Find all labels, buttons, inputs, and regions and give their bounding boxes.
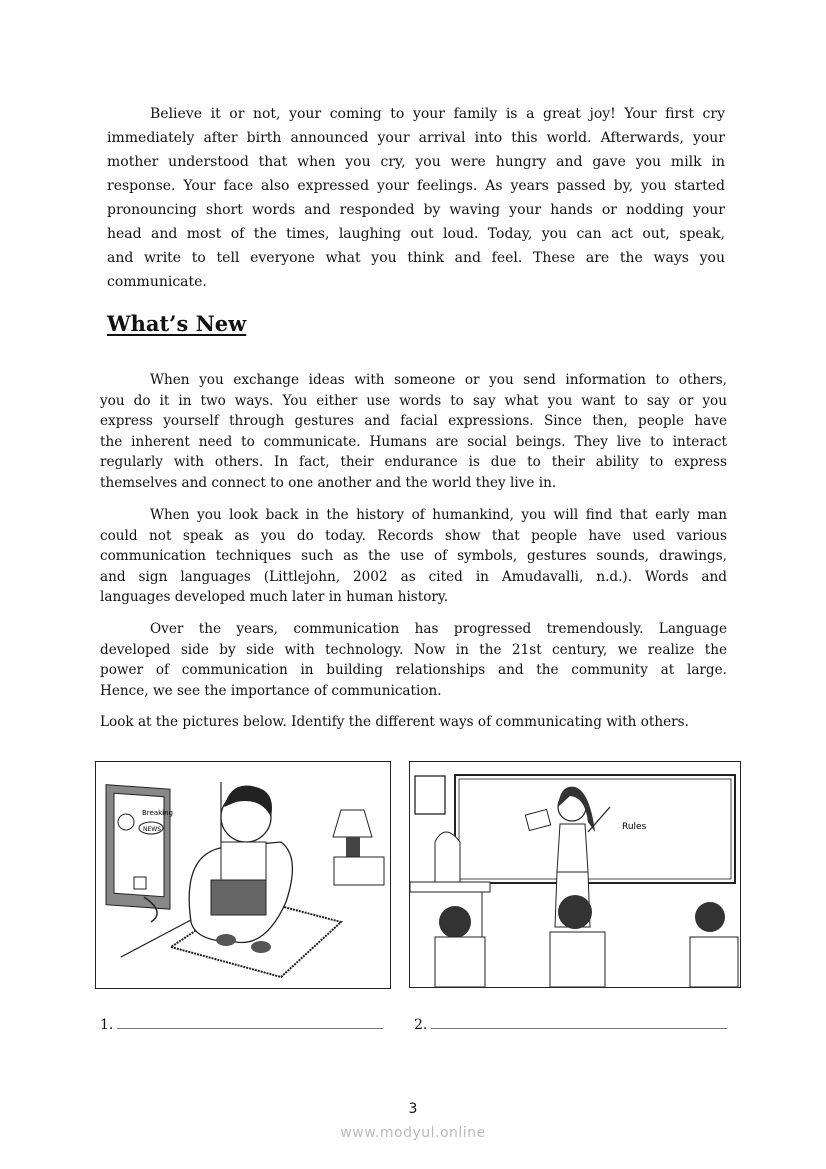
answer-2: [414, 1016, 727, 1033]
section-heading: What’s New: [107, 311, 247, 336]
tv-text: NEWS: [143, 826, 162, 833]
answer-number: 2.: [414, 1017, 428, 1033]
answer-blank-2[interactable]: [431, 1016, 727, 1029]
instruction: [100, 712, 740, 733]
text-line: you do it in two ways. You either use words to say what you want to say or you: [100, 392, 727, 409]
text-line: regularly with others. In fact, their endurance is due to their ability to express: [100, 454, 727, 471]
picture-teacher-classroom: [409, 761, 741, 988]
text-line: Look at the pictures below. Identify the different ways of communicating with others.: [100, 714, 689, 730]
picture-boy-watching-tv: [95, 761, 391, 989]
page-number: 3: [408, 1101, 418, 1117]
tv-text: Breaking: [142, 809, 174, 817]
text-line: express yourself through gestures and facial expressions. Since then, people have: [100, 413, 727, 430]
text-line: the inherent need to communicate. Humans are social beings. They live to interact: [100, 433, 727, 450]
text-line: mother understood that when you cry, you were hungry and gave you milk in: [107, 154, 725, 170]
text-line: Hence, we see the importance of communication.: [100, 682, 442, 699]
answer-number: 1.: [100, 1017, 114, 1033]
text-line: head and most of the times, laughing out loud. Today, you can act out, speak,: [107, 226, 725, 242]
text-line: response. Your face also expressed your feelings. As years passed by, you started: [107, 178, 725, 194]
text-line: could not speak as you do today. Records show that people have used various: [100, 527, 727, 544]
boy-watching-tv-illustration: [96, 762, 390, 988]
body-paragraph: [100, 619, 727, 701]
body-paragraph: [100, 505, 727, 608]
text-line: immediately after birth announced your arrival into this world. Afterwards, your: [107, 130, 725, 146]
text-line: and write to tell everyone what you think and feel. These are the ways you: [107, 250, 725, 266]
watermark: www.modyul.online: [340, 1125, 486, 1141]
answer-blank-1[interactable]: [117, 1016, 383, 1029]
text-line: Believe it or not, your coming to your family is a great joy! Your first cry: [150, 106, 725, 122]
text-line: When you exchange ideas with someone or you send information to others,: [150, 372, 727, 388]
text-line: communicate.: [107, 274, 207, 290]
text-line: Over the years, communication has progressed tremendously. Language: [150, 621, 727, 637]
intro-paragraph: [107, 102, 725, 294]
board-text: Rules: [622, 822, 647, 832]
text-line: developed side by side with technology. Now in the 21st century, we realize the: [100, 641, 727, 658]
text-line: power of communication in building relationships and the community at large.: [100, 662, 727, 679]
text-line: When you look back in the history of humankind, you will find that early man: [150, 507, 727, 523]
text-line: and sign languages (Littlejohn, 2002 as cited in Amudavalli, n.d.). Words and: [100, 568, 727, 585]
text-line: themselves and connect to one another and the world they live in.: [100, 474, 557, 491]
body-paragraph: [100, 370, 727, 494]
answer-1: [100, 1016, 383, 1033]
text-line: communication techniques such as the use of symbols, gestures sounds, drawings,: [100, 548, 727, 565]
teacher-classroom-illustration: [410, 762, 740, 987]
text-line: pronouncing short words and responded by waving your hands or nodding your: [107, 202, 725, 218]
text-line: languages developed much later in human history.: [100, 589, 449, 606]
